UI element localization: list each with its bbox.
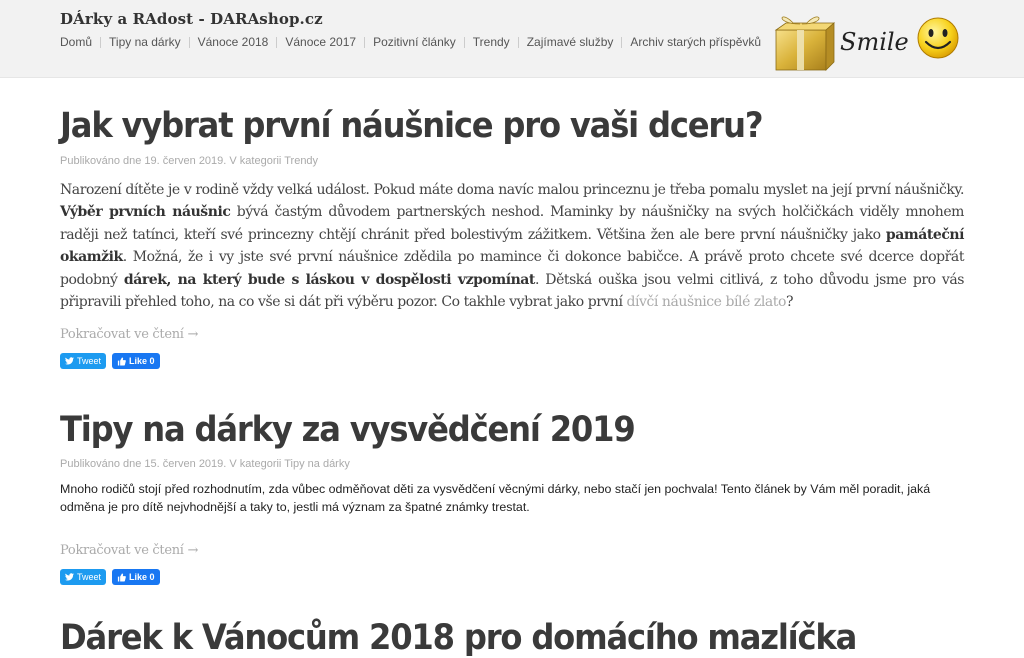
smiley-icon — [918, 18, 958, 58]
post-title[interactable]: Jak vybrat první náušnice pro vaši dceru? — [60, 106, 763, 146]
post-report-card-gifts — [60, 410, 964, 585]
post-meta: Publikováno dne 19. červen 2019. V kategorii Trendy — [60, 155, 319, 167]
tweet-button[interactable]: Tweet — [60, 569, 106, 585]
nav-item-archive[interactable]: Archiv starých příspěvků — [630, 35, 762, 49]
inline-link-white-gold-earrings[interactable]: dívčí náušnice bílé zlato — [626, 294, 786, 311]
nav-separator — [364, 37, 365, 48]
nav-separator — [464, 37, 465, 48]
twitter-bird-icon — [65, 573, 74, 581]
smile-gift-logo[interactable] — [772, 6, 964, 72]
post-earrings — [60, 106, 964, 369]
twitter-bird-icon — [65, 357, 74, 365]
nav-separator — [100, 37, 101, 48]
site-title[interactable]: DÁrky a RAdost - DARAshop.cz — [60, 10, 323, 28]
facebook-like-button[interactable]: Like 0 — [112, 569, 160, 585]
thumbs-up-icon — [117, 573, 126, 582]
post-excerpt: Narození dítěte je v rodině vždy velká událost. Pokud máte doma navíc malou princeznu je třeba pomalu myslet na její první náušničky. Výběr prvních náušnic bývá častým důvodem partnerských neshod. Maminky by náušničky na svých holčičkách viděly mnohem raději než tatínci, kteří své princezny chtějí chránit před bolestivým zážitkem. Většina žen ale bere první náušničky jako památeční okamžik. Možná, že i vy jste své první náušnice zdědila po mamince či dokonce babičce. A právě proto chcete své dcerce dopřát podobný dárek, na který bude s láskou v dospělosti vzpomínat. Dětská ouška jsou velmi citlivá, z toho důvodu jsme pro vás připravili přehled toho, na co vše si dát při výběru pozor. Co takhle vybrat jako první dívčí náušnice bílé zlato? — [60, 182, 964, 311]
facebook-like-button[interactable]: Like 0 — [112, 353, 160, 369]
nav-item-christmas-2017[interactable]: Vánoce 2017 — [285, 35, 357, 49]
bold-phrase: památeční okamžik — [60, 226, 964, 266]
nav-item-home[interactable]: Domů — [60, 35, 93, 49]
main-nav — [60, 35, 761, 49]
nav-separator — [621, 37, 622, 48]
post-excerpt: Mnoho rodičů stojí před rozhodnutím, zda vůbec odměňovat děti za vysvědčení věcnými dárky, nebo stačí jen pochvala! Tento článek by Vám měl poradit, jaká odměna je pro dítě nejvhodnější a taky to, jestli má význam za špatné známky trestat. — [60, 482, 931, 514]
thumbs-up-icon — [117, 357, 126, 366]
nav-separator — [276, 37, 277, 48]
tweet-button[interactable]: Tweet — [60, 353, 106, 369]
bold-phrase: dárek, na který bude s láskou v dospělosti vzpomínat — [123, 271, 535, 288]
nav-item-trends[interactable]: Trendy — [472, 35, 510, 49]
read-more-link[interactable]: Pokračovat ve čtení → — [60, 327, 199, 343]
nav-item-positive-articles[interactable]: Pozitivní články — [373, 35, 456, 49]
svg-text:Smile: Smile — [840, 28, 909, 56]
post-meta: Publikováno dne 15. červen 2019. V kategorii Tipy na dárky — [60, 458, 350, 470]
read-more-link[interactable]: Pokračovat ve čtení → — [60, 543, 199, 558]
bold-phrase: Výběr prvních náušnic — [60, 204, 231, 221]
nav-item-services[interactable]: Zajímavé služby — [526, 35, 614, 49]
post-title[interactable]: Tipy na dárky za vysvědčení 2019 — [60, 410, 635, 450]
nav-item-christmas-2018[interactable]: Vánoce 2018 — [197, 35, 269, 49]
nav-separator — [189, 37, 190, 48]
share-buttons — [60, 569, 964, 585]
share-buttons — [60, 353, 964, 369]
nav-item-gift-tips[interactable]: Tipy na dárky — [109, 35, 181, 49]
post-pet-christmas-gift — [60, 618, 964, 658]
site-header — [0, 0, 1024, 78]
nav-separator — [518, 37, 519, 48]
gift-box-icon — [776, 17, 834, 70]
post-title[interactable]: Dárek k Vánocům 2018 pro domácího mazlíčka — [60, 618, 857, 658]
